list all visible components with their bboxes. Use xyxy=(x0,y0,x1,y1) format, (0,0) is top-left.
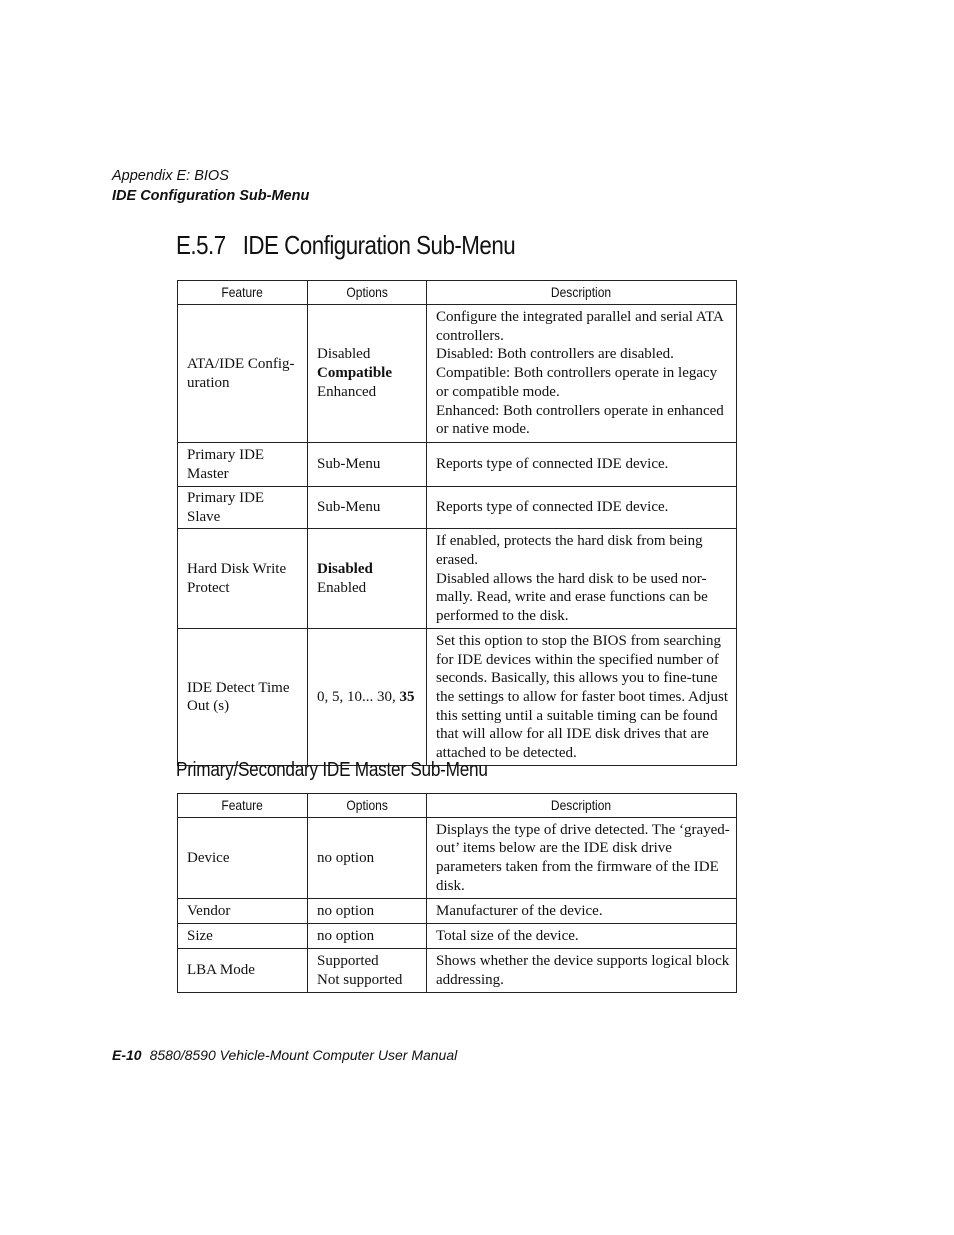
subsection-title: Primary/Secondary IDE Master Sub-Menu xyxy=(176,759,488,781)
description-line: Configure the integrated parallel and serial ATA controllers. xyxy=(436,309,724,344)
table-row-vendor xyxy=(178,899,737,924)
feature-cell: Vendor xyxy=(178,899,308,924)
table-row-lba-mode xyxy=(178,949,737,993)
options-cell: no option xyxy=(308,899,427,924)
running-head-section: IDE Configuration Sub-Menu xyxy=(112,188,310,204)
feature-cell: LBA Mode xyxy=(178,949,308,993)
description-line: Compatible: Both controllers operate in legacy or compatible mode. xyxy=(436,365,718,400)
table-row-primary-ide-slave xyxy=(178,487,737,529)
options-cell: Sub-Menu xyxy=(308,443,427,487)
header-options: Options xyxy=(308,794,427,818)
table-header-row xyxy=(178,281,737,305)
table-row-ata-ide-configuration xyxy=(178,305,737,443)
feature-cell: Hard Disk Write Protect xyxy=(178,529,308,629)
section-title-text: IDE Configuration Sub-Menu xyxy=(242,230,516,260)
feature-cell: Primary IDE Slave xyxy=(178,487,308,529)
description-cell: Reports type of connected IDE device. xyxy=(427,443,737,487)
header-feature: Feature xyxy=(178,794,308,818)
description-cell: Total size of the device. xyxy=(427,924,737,949)
feature-cell: IDE Detect Time Out (s) xyxy=(178,629,308,766)
description-cell xyxy=(427,529,737,629)
ide-master-submenu-table xyxy=(177,793,737,993)
options-cell xyxy=(308,305,427,443)
description-line: Disabled allows the hard disk to be used nor-mally. Read, write and erase functions can be performed to the disk. xyxy=(436,570,708,624)
options-cell xyxy=(308,529,427,629)
option-value: Enabled xyxy=(317,579,367,596)
option-value-default: Compatible xyxy=(317,365,392,382)
description-cell: Displays the type of drive detected. The ‘grayed-out’ items below are the IDE disk drive parameters taken from the firmware of the IDE disk. xyxy=(427,818,737,899)
description-line: Disabled: Both controllers are disabled. xyxy=(436,346,674,363)
description-line: Enhanced: Both controllers operate in enhanced or native mode. xyxy=(436,402,724,438)
table-row-size xyxy=(178,924,737,949)
section-number: E.5.7 xyxy=(176,230,226,260)
table-row-ide-detect-time-out xyxy=(178,629,737,766)
header-description: Description xyxy=(427,281,737,305)
feature-cell: Device xyxy=(178,818,308,899)
table-header-row xyxy=(178,794,737,818)
option-value: Enhanced xyxy=(317,383,377,400)
option-value-default: 35 xyxy=(399,689,415,706)
option-value: Disabled xyxy=(317,346,371,363)
options-cell: no option xyxy=(308,924,427,949)
header-description: Description xyxy=(427,794,737,818)
description-cell: Shows whether the device supports logical block addressing. xyxy=(427,949,737,993)
description-cell: Manufacturer of the device. xyxy=(427,899,737,924)
options-cell: Sub-Menu xyxy=(308,487,427,529)
page-number: E-10 xyxy=(112,1047,142,1063)
description-cell: Set this option to stop the BIOS from searching for IDE devices within the specified number of seconds. Basically, this allows you to fine-tune the settings to allow for faster boot times. Adjust this setting until a suitable timing can be found that will allow for all IDE disk drives that are attached to be detected. xyxy=(427,629,737,766)
table-row-primary-ide-master xyxy=(178,443,737,487)
table-row-device xyxy=(178,818,737,899)
description-line: If enabled, protects the hard disk from being erased. xyxy=(436,533,703,568)
header-options: Options xyxy=(308,281,427,305)
option-range: 0, 5, 10... 30, xyxy=(317,689,400,706)
feature-cell: Size xyxy=(178,924,308,949)
header-feature: Feature xyxy=(178,281,308,305)
running-head-appendix: Appendix E: BIOS xyxy=(112,168,229,184)
feature-cell: Primary IDE Master xyxy=(178,443,308,487)
section-title xyxy=(176,230,515,261)
ide-configuration-table xyxy=(177,280,737,766)
manual-title: 8580/8590 Vehicle-Mount Computer User Manual xyxy=(149,1047,458,1063)
feature-cell: ATA/IDE Config-uration xyxy=(178,305,308,443)
description-cell xyxy=(427,305,737,443)
description-cell: Reports type of connected IDE device. xyxy=(427,487,737,529)
option-value-default: Disabled xyxy=(317,561,373,578)
options-cell: no option xyxy=(308,818,427,899)
table-row-hard-disk-write-protect xyxy=(178,529,737,629)
page-footer xyxy=(112,1047,457,1063)
option-value: Not supported xyxy=(317,971,403,988)
options-cell xyxy=(308,949,427,993)
options-cell xyxy=(308,629,427,766)
option-value: Supported xyxy=(317,952,379,969)
running-head xyxy=(112,166,309,206)
